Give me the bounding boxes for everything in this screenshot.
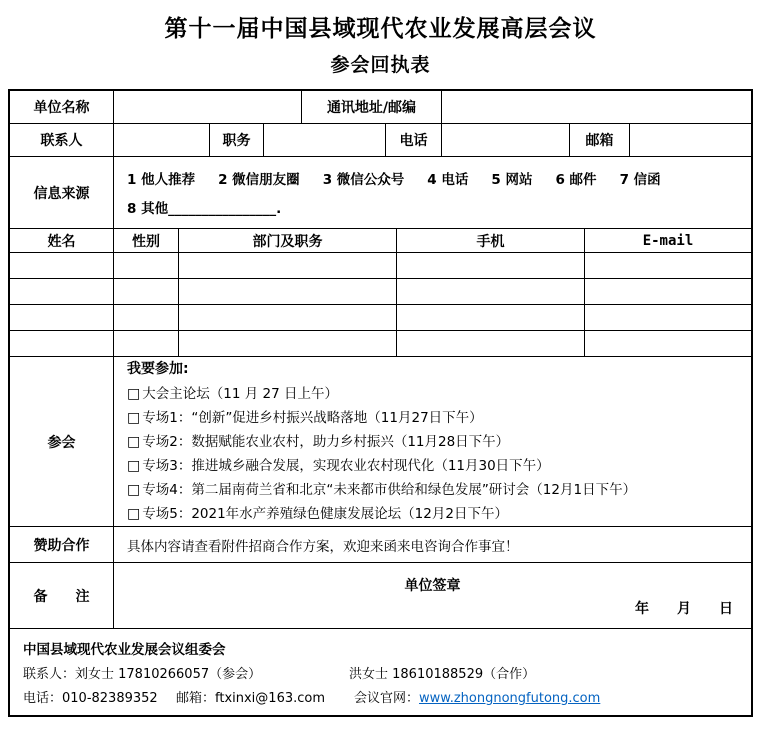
info-source-option[interactable]: 7 信函 [619,172,661,188]
attendee-gender-cell[interactable] [114,305,179,330]
info-source-option[interactable]: 6 邮件 [555,172,597,188]
registration-form-page [0,10,761,717]
attendee-row [10,331,751,357]
attendee-name-cell[interactable] [10,331,114,356]
attendee-header-mobile: 手机 [397,229,585,252]
attendee-row [10,279,751,305]
attendee-row [10,253,751,279]
participation-option[interactable] [127,454,751,478]
phone-label: 电话 [386,124,442,156]
committee-contacts [23,663,738,682]
info-source-option[interactable]: 5 网站 [491,172,533,188]
attendee-gender-cell[interactable] [114,331,179,356]
checkbox-icon[interactable]: □ [127,386,141,402]
checkbox-icon[interactable]: □ [127,434,141,450]
attendee-mobile-cell[interactable] [397,279,585,304]
checkbox-icon[interactable]: □ [127,410,141,426]
info-source-option[interactable]: 2 微信朋友圈 [218,172,300,188]
info-source-line1 [127,168,751,188]
attendee-dept-cell[interactable] [179,253,397,278]
attendee-mobile-cell[interactable] [397,305,585,330]
page-subtitle: 参会回执表 [330,54,431,76]
attendee-gender-cell[interactable] [114,279,179,304]
participation-options [114,357,751,526]
remarks-label: 备 注 [10,563,114,628]
participation-option[interactable] [127,502,751,526]
contact-attend: 联系人：刘女士 17810266057（参会） [23,667,262,682]
remarks-area[interactable] [114,563,751,628]
attendee-name-cell[interactable] [10,279,114,304]
attendee-header-dept: 部门及职务 [179,229,397,252]
stamp-label: 单位签章 [404,578,461,594]
page-title: 第十一届中国县域现代农业发展高层会议 [164,16,597,42]
row-footer [10,629,751,715]
participation-option-label: 专场4：第二届南荷兰省和北京“未来都市供给和绿色发展”研讨会（12月1日下午） [142,482,637,498]
attendee-name-cell[interactable] [10,305,114,330]
committee-email: 邮箱：ftxinxi@163.com [176,691,326,706]
checkbox-icon[interactable]: □ [127,458,141,474]
participation-option-label: 专场2：数据赋能农业农村，助力乡村振兴（11月28日下午） [142,434,510,450]
checkbox-icon[interactable]: □ [127,482,141,498]
attendee-dept-cell[interactable] [179,305,397,330]
website-label: 会议官网： [354,691,420,706]
address-label: 通讯地址/邮编 [302,91,442,123]
participation-option[interactable] [127,478,751,502]
info-source-option[interactable]: 1 他人推荐 [127,172,196,188]
row-info-source [10,157,751,229]
info-source-options [114,157,751,228]
committee-info [10,629,751,715]
committee-channels [23,687,738,706]
participation-heading: 我要参加: [127,361,189,377]
attendee-name-cell[interactable] [10,253,114,278]
participation-option[interactable] [127,382,751,406]
checkbox-icon[interactable]: □ [127,506,141,522]
email-label: 邮箱 [570,124,630,156]
info-source-other-option[interactable]: 8 其他________________. [127,201,282,217]
row-participation [10,357,751,527]
committee-name: 中国县域现代农业发展会议组委会 [23,642,226,658]
contact-label: 联系人 [10,124,114,156]
info-source-option[interactable]: 4 电话 [427,172,469,188]
info-source-line2 [127,197,751,217]
row-sponsorship [10,527,751,563]
row-unit-address [10,91,751,124]
date-line: 年 月 日 [635,601,733,617]
sponsorship-text: 具体内容请查看附件招商合作方案，欢迎来函来电咨询合作事宜！ [127,538,519,555]
unit-name-input[interactable] [114,91,302,123]
participation-option-label: 大会主论坛（11 月 27 日上午） [142,386,338,402]
address-input[interactable] [442,91,751,123]
attendee-email-cell[interactable] [585,253,751,278]
participation-option-label: 专场5：2021年水产养殖绿色健康发展论坛（12月2日下午） [142,506,508,522]
contact-input[interactable] [114,124,210,156]
participation-option[interactable] [127,430,751,454]
attendee-dept-cell[interactable] [179,279,397,304]
email-input[interactable] [630,124,751,156]
attendee-row [10,305,751,331]
info-source-label: 信息来源 [10,157,114,228]
attendee-email-cell[interactable] [585,305,751,330]
attendee-header-row [10,229,751,253]
committee-phone: 电话：010-82389352 [23,691,158,706]
attendee-header-email: E-mail [642,232,694,249]
phone-input[interactable] [442,124,570,156]
attendee-email-cell[interactable] [585,331,751,356]
participation-option-label: 专场1：“创新”促进乡村振兴战略落地（11月27日下午） [142,410,483,426]
attendee-dept-cell[interactable] [179,331,397,356]
attendee-mobile-cell[interactable] [397,253,585,278]
participation-option[interactable] [127,406,751,430]
position-label: 职务 [210,124,264,156]
contact-cooperate: 洪女士 18610188529（合作） [349,667,536,682]
info-source-option[interactable]: 3 微信公众号 [322,172,405,188]
attendee-header-name: 姓名 [10,229,114,252]
row-contact [10,124,751,157]
unit-name-label: 单位名称 [10,91,114,123]
sponsorship-label: 赞助合作 [10,527,114,562]
website-link[interactable]: www.zhongnongfutong.com [419,691,601,706]
attendee-mobile-cell[interactable] [397,331,585,356]
participation-label: 参会 [10,357,114,526]
row-remarks [10,563,751,629]
position-input[interactable] [264,124,386,156]
attendee-gender-cell[interactable] [114,253,179,278]
registration-form-table [8,89,753,717]
attendee-header-gender: 性别 [114,229,179,252]
attendee-email-cell[interactable] [585,279,751,304]
participation-option-label: 专场3：推进城乡融合发展，实现农业农村现代化（11月30日下午） [142,458,550,474]
